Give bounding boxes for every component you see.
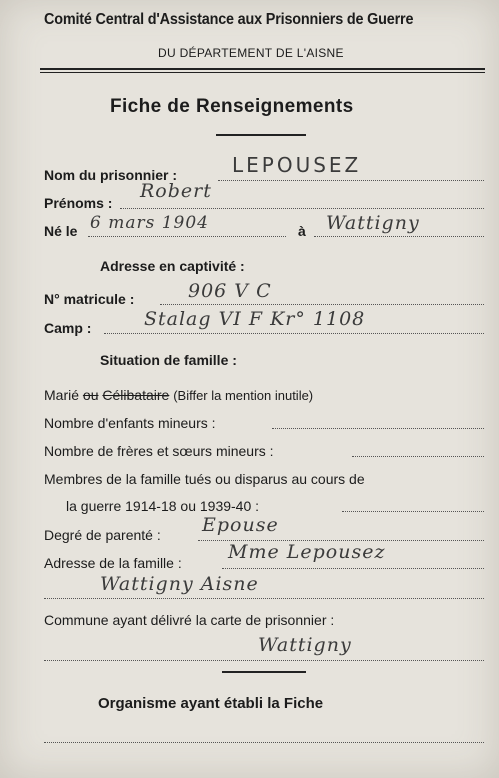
ne-le-label: Né le (44, 223, 78, 239)
ou-word: ou (82, 387, 99, 403)
marie-celibataire-row (44, 387, 313, 403)
ne-date-line (88, 236, 286, 237)
adresse-famille-label: Adresse de la famille : (44, 555, 182, 571)
membres-dots (342, 511, 484, 512)
matricule-label: N° matricule : (44, 291, 135, 307)
adresse-captivite-heading: Adresse en captivité : (100, 258, 245, 274)
nom-value: LEPOUSEZ (232, 153, 362, 177)
prenoms-line (120, 208, 484, 209)
organization-name: Comité Central d'Assistance aux Prisonniers de Guerre (44, 11, 414, 28)
enfants-line (272, 428, 484, 429)
biffer-note: (Biffer la mention inutile) (173, 388, 314, 403)
ne-date-value: 6 mars 1904 (90, 213, 209, 233)
prenoms-value: Robert (140, 180, 212, 202)
freres-line (352, 456, 484, 457)
organisme-line (44, 742, 484, 743)
nom-line (218, 180, 484, 181)
marie-option: Marié (44, 387, 80, 403)
adresse-famille-line1 (222, 568, 484, 569)
degre-value: Epouse (202, 514, 279, 536)
header-rule-top (40, 68, 485, 70)
department-name: DU DÉPARTEMENT DE L'AISNE (158, 46, 344, 60)
celibataire-option: Célibataire (102, 387, 170, 403)
adresse-famille-line2 (44, 598, 484, 599)
situation-famille-heading: Situation de famille : (100, 352, 237, 368)
commune-label: Commune ayant délivré la carte de prisonnier : (44, 612, 335, 628)
organisme-heading: Organisme ayant établi la Fiche (98, 695, 324, 712)
ne-place-value: Wattigny (326, 212, 420, 234)
commune-line (44, 660, 484, 661)
title-underline (216, 134, 306, 136)
matricule-value: 906 V C (188, 280, 272, 302)
ne-place-line (314, 236, 484, 237)
camp-line (104, 333, 484, 334)
adresse-famille-value1: Mme Lepousez (228, 541, 386, 563)
membres-line1: Membres de la famille tués ou disparus au cours de (44, 471, 365, 487)
degre-label: Degré de parenté : (44, 527, 161, 543)
footer-divider (222, 671, 306, 673)
membres-line2: la guerre 1914-18 ou 1939-40 : (66, 498, 260, 514)
enfants-label: Nombre d'enfants mineurs : (44, 415, 216, 431)
prenoms-label: Prénoms : (44, 195, 113, 211)
form-title: Fiche de Renseignements (110, 96, 354, 117)
nom-label: Nom du prisonnier : (44, 167, 177, 183)
freres-label: Nombre de frères et sœurs mineurs : (44, 443, 274, 459)
header-rule-bottom (40, 72, 485, 73)
adresse-famille-value2: Wattigny Aisne (100, 573, 259, 595)
commune-value: Wattigny (258, 634, 352, 656)
matricule-line (160, 304, 484, 305)
camp-label: Camp : (44, 320, 92, 336)
a-label: à (298, 223, 306, 239)
camp-value: Stalag VI F Kr° 1108 (144, 308, 366, 330)
